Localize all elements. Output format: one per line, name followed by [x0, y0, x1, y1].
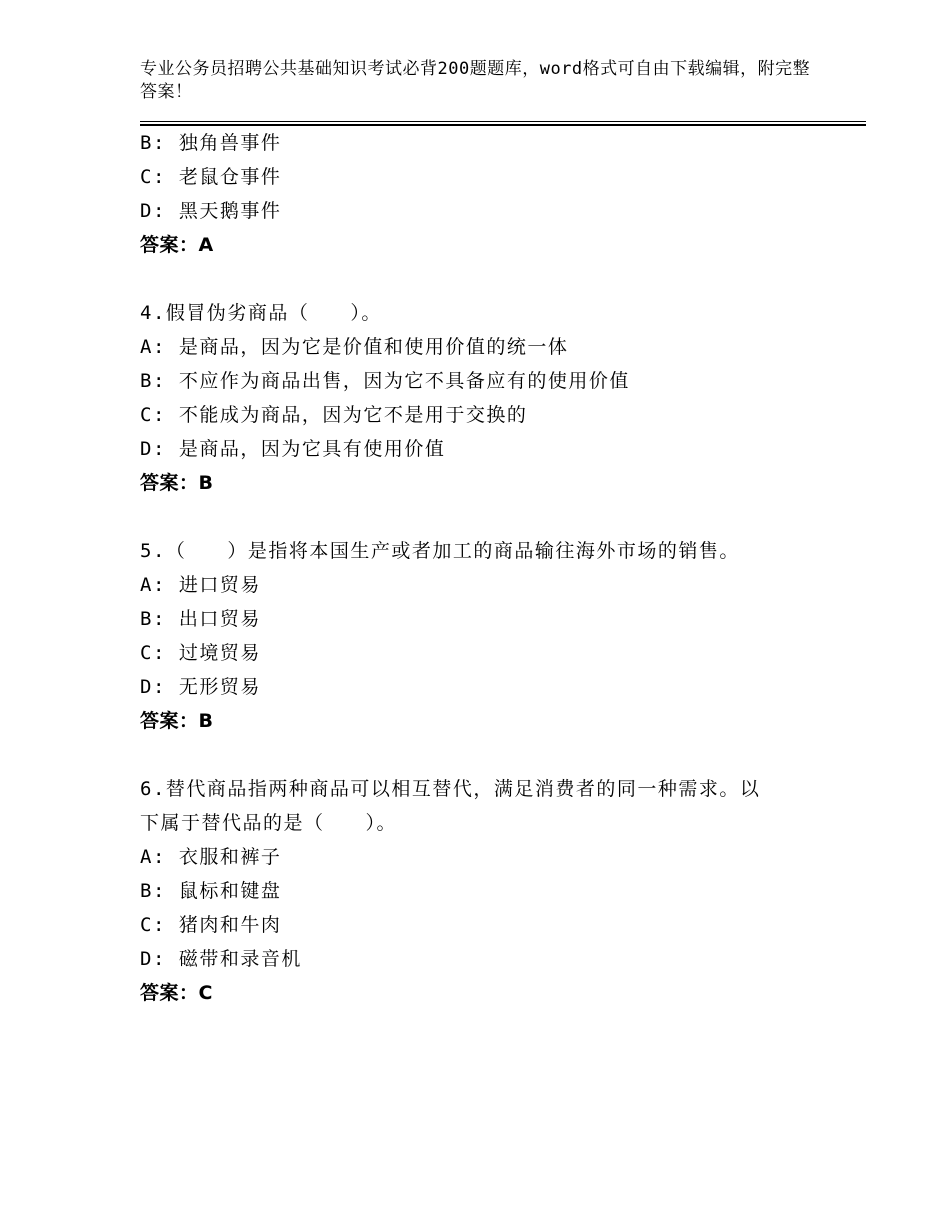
question-text-line-1: 6.替代商品指两种商品可以相互替代，满足消费者的同一种需求。以 — [140, 778, 761, 800]
answer-line: 答案：A — [140, 234, 214, 256]
option-a: A: 是商品，因为它是价值和使用价值的统一体 — [140, 336, 569, 358]
option-d: D: 是商品，因为它具有使用价值 — [140, 438, 446, 460]
option-c: C: 过境贸易 — [140, 642, 261, 664]
option-d: D: 黑天鹅事件 — [140, 200, 282, 222]
question-text-line-2: 下属于替代品的是（ ）。 — [140, 812, 398, 834]
option-b: B: 不应作为商品出售，因为它不具备应有的使用价值 — [140, 370, 630, 392]
option-b: B: 鼠标和键盘 — [140, 880, 282, 902]
question-text: 4.假冒伪劣商品（ ）。 — [140, 302, 382, 324]
question-text: 5.（ ）是指将本国生产或者加工的商品输往海外市场的销售。 — [140, 540, 740, 562]
spacer — [140, 738, 840, 772]
answer-line: 答案：B — [140, 710, 214, 732]
answer-line: 答案：B — [140, 472, 214, 494]
option-b: B: 独角兽事件 — [140, 132, 282, 154]
answer-line: 答案：C — [140, 982, 213, 1004]
header-rule-thin — [140, 121, 866, 122]
spacer — [140, 500, 840, 534]
option-c: C: 猪肉和牛肉 — [140, 914, 282, 936]
question-list — [140, 126, 840, 1010]
question-5 — [140, 534, 840, 738]
question-4 — [140, 296, 840, 500]
question-3 — [140, 126, 840, 262]
option-d: D: 磁带和录音机 — [140, 948, 302, 970]
spacer — [140, 262, 840, 296]
option-c: C: 老鼠仓事件 — [140, 166, 282, 188]
option-c: C: 不能成为商品，因为它不是用于交换的 — [140, 404, 528, 426]
question-6 — [140, 772, 840, 1010]
option-d: D: 无形贸易 — [140, 676, 261, 698]
option-a: A: 衣服和裤子 — [140, 846, 282, 868]
page-header: 专业公务员招聘公共基础知识考试必背200题题库，word格式可自由下载编辑，附完整答案！ — [140, 59, 811, 102]
option-b: B: 出口贸易 — [140, 608, 261, 630]
option-a: A: 进口贸易 — [140, 574, 261, 596]
